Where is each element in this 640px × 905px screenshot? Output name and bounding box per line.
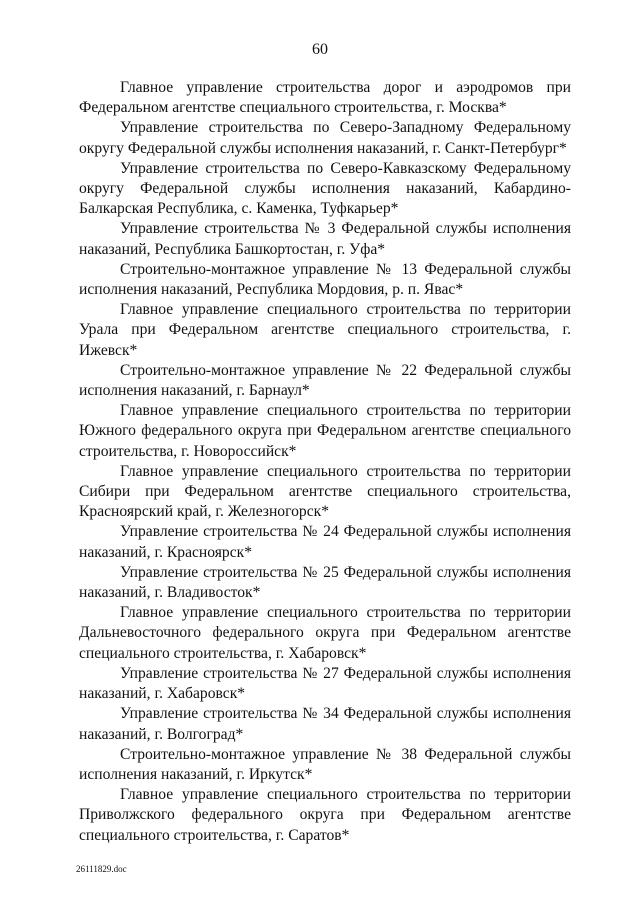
list-item: Управление строительства № 34 Федеральной службы исполнения наказаний, г. Волгоград*: [79, 705, 571, 743]
list-item: Управление строительства № 24 Федеральной службы исполнения наказаний, г. Красноярск*: [79, 523, 571, 561]
organization-list: [79, 78, 571, 846]
list-item: Управление строительства № 3 Федеральной службы исполнения наказаний, Республика Башкортостан, г. Уфа*: [79, 220, 571, 258]
list-item: Главное управление специального строительства по территории Урала при Федеральном агентстве специального строительства, г. Ижевск*: [79, 301, 571, 359]
list-item: Главное управление строительства дорог и аэродромов при Федеральном агентстве специального строительства, г. Москва*: [79, 79, 571, 117]
list-item: Главное управление специального строительства по территории Приволжского федерального округа при Федеральном агентстве специального строительства, г. Саратов*: [79, 786, 571, 844]
list-item: Главное управление специального строительства по территории Южного федерального округа при Федеральном агентстве специального строительства, г. Новороссийск*: [79, 402, 571, 460]
list-item: Строительно-монтажное управление № 13 Федеральной службы исполнения наказаний, Республика Мордовия, р. п. Явас*: [79, 260, 571, 299]
document-file-code: 26111829.doc: [76, 864, 127, 874]
list-item: Строительно-монтажное управление № 22 Федеральной службы исполнения наказаний, г. Барнаул*: [79, 361, 571, 400]
list-item: Главное управление специального строительства по территории Дальневосточного федерального округа при Федеральном агентстве специального строительства, г. Хабаровск*: [79, 604, 571, 662]
list-item: Главное управление специального строительства по территории Сибири при Федеральном агентстве специального строительства, Красноярский край, г. Железногорск*: [79, 462, 571, 521]
list-item: Управление строительства № 27 Федеральной службы исполнения наказаний, г. Хабаровск*: [79, 664, 571, 703]
list-item: Управление строительства № 25 Федеральной службы исполнения наказаний, г. Владивосток*: [79, 563, 571, 602]
list-item: Строительно-монтажное управление № 38 Федеральной службы исполнения наказаний, г. Иркутск*: [79, 745, 571, 783]
list-item: Управление строительства по Северо-Западному Федеральному округу Федеральной службы исполнения наказаний, г. Санкт-Петербург*: [79, 119, 571, 157]
page-number: 60: [312, 41, 328, 58]
list-item: Управление строительства по Северо-Кавказскому Федеральному округу Федеральной службы исполнения наказаний, Кабардино-Балкарская Республика, с. Каменка, Туфкарьер*: [79, 159, 571, 218]
